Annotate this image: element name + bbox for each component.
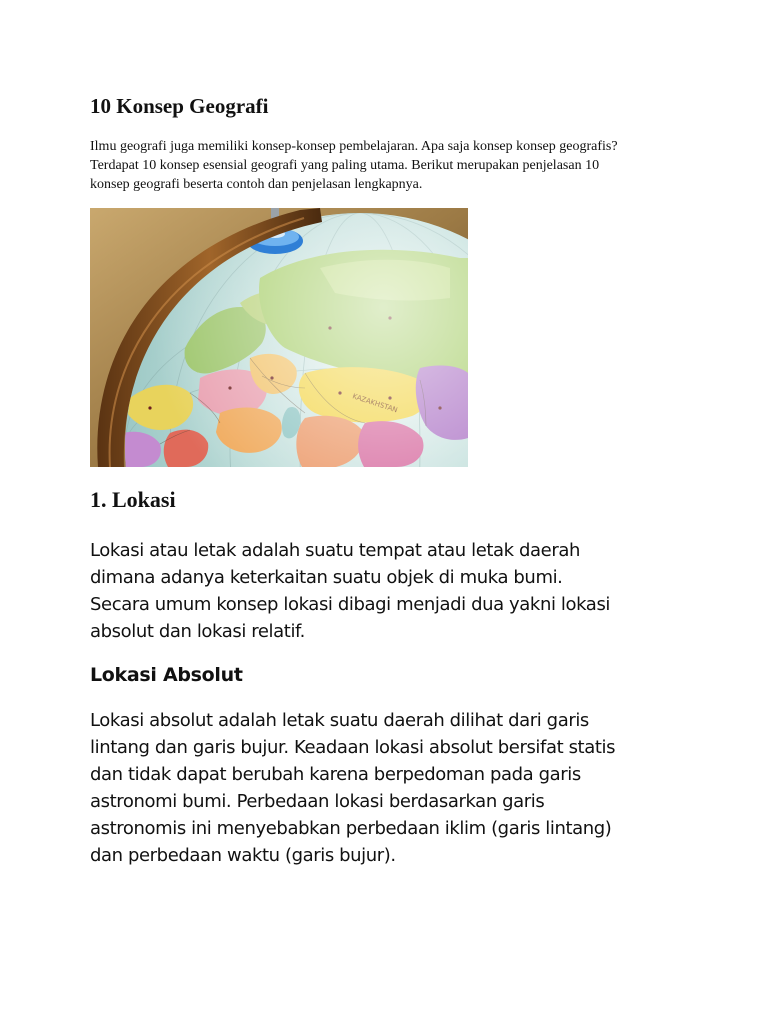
paragraph-line: dan perbedaan waktu (garis bujur). [90,845,396,866]
intro-line: Ilmu geografi juga memiliki konsep-konsep pembelajaran. Apa saja konsep konsep geografis? [90,139,618,154]
paragraph-line: Lokasi absolut adalah letak suatu daerah dilihat dari garis [90,710,589,731]
globe-image [90,208,468,467]
paragraph-line: astronomi bumi. Perbedaan lokasi berdasarkan garis [90,791,545,812]
section-heading-lokasi: 1. Lokasi [90,487,176,512]
paragraph-line: astronomis ini menyebabkan perbedaan iklim (garis lintang) [90,818,612,839]
lokasi-paragraph [90,537,710,645]
paragraph-line: lintang dan garis bujur. Keadaan lokasi absolut bersifat statis [90,737,616,758]
paragraph-line: dimana adanya keterkaitan suatu objek di muka bumi. [90,567,563,588]
lokasi-absolut-paragraph [90,707,710,869]
paragraph-line: Lokasi atau letak adalah suatu tempat atau letak daerah [90,540,580,561]
intro-line: Terdapat 10 konsep esensial geografi yang paling utama. Berikut merupakan penjelasan 10 [90,158,600,173]
intro-line: konsep geografi beserta contoh dan penjelasan lengkapnya. [90,177,423,192]
paragraph-line: absolut dan lokasi relatif. [90,621,305,642]
paragraph-line: Secara umum konsep lokasi dibagi menjadi dua yakni lokasi [90,594,611,615]
paragraph-line: dan tidak dapat berubah karena berpedoman pada garis [90,764,581,785]
subheading-lokasi-absolut: Lokasi Absolut [90,664,243,686]
intro-paragraph [90,137,690,194]
document-title: 10 Konsep Geografi [90,94,269,118]
